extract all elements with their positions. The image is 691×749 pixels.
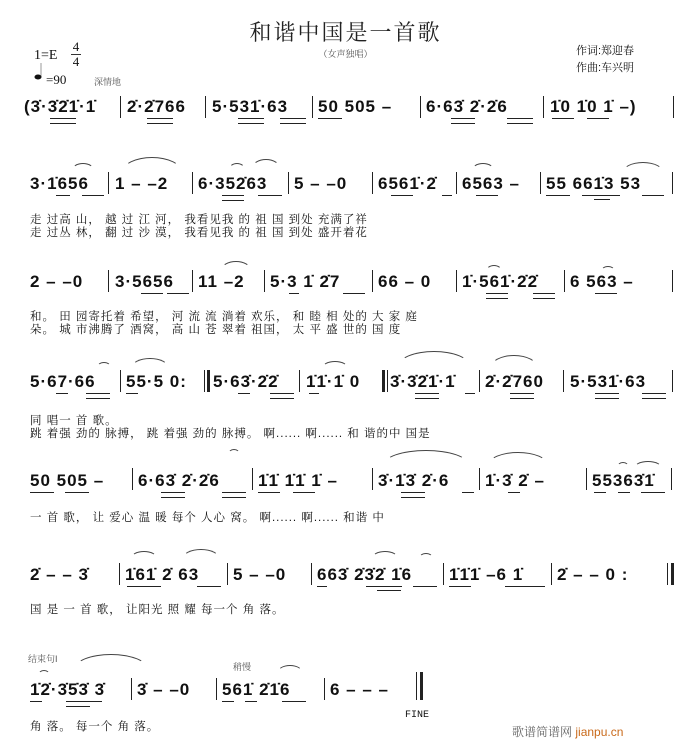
key-signature: 1=E: [34, 48, 58, 63]
slur: [601, 266, 615, 271]
final-bar-line: [420, 672, 423, 700]
eighth-beam: [462, 492, 474, 493]
eighth-beam: [318, 118, 342, 119]
measure: 3·5656: [115, 272, 174, 291]
sixteenth-beam: [642, 393, 666, 399]
bar-line: [672, 172, 673, 194]
repeat-bar-line: [207, 370, 210, 392]
measure: 663̇ 2̇3̇2̇ 1̇6: [317, 565, 413, 584]
bar-line: [551, 563, 552, 585]
slur: [322, 361, 348, 368]
measure: 6 563 –: [570, 272, 634, 291]
measure: 1̇·561̇·2̇2̇: [462, 272, 539, 291]
watermark: [512, 723, 623, 740]
measure: 5·531̇·63: [570, 372, 647, 391]
measure: 55363̇1̇: [592, 471, 655, 490]
bar-line: [108, 172, 109, 194]
bar-line: [264, 270, 265, 292]
eighth-beam: [30, 492, 54, 493]
slur: [622, 162, 664, 173]
eighth-beam: [391, 195, 413, 196]
tempo-marking: =90: [46, 72, 67, 87]
measure: 1̇1̇·1̇ 0: [306, 372, 361, 391]
bar-line: [456, 172, 457, 194]
slur: [472, 163, 494, 170]
bar-line: [120, 96, 121, 118]
eighth-beam: [508, 492, 520, 493]
bar-line: [586, 468, 587, 490]
eighth-beam: [82, 195, 104, 196]
measure: 561̇ 2̇1̇6: [222, 680, 291, 699]
bar-line: [204, 370, 205, 392]
bar-line: [216, 678, 217, 700]
sixteenth-beam: [222, 195, 244, 201]
sixteenth-beam: [401, 492, 425, 498]
sixteenth-beam: [66, 701, 90, 707]
measure: 1̇1̇ 1̇1̇ 1̇ –: [258, 471, 338, 490]
measure: 2̇·2̇760: [485, 372, 544, 391]
measure: 3·1̇656: [30, 174, 89, 193]
measure: 2̇ – – 3̇: [30, 565, 89, 584]
slur: [634, 461, 662, 468]
measure: 1̇·3̇ 2̇ –: [485, 471, 545, 490]
sixteenth-beam: [451, 118, 475, 124]
slur: [383, 450, 469, 465]
measure: 3̇·1̇3̇ 2̇·6: [378, 471, 450, 490]
bar-line: [540, 172, 541, 194]
sixteenth-beam: [510, 393, 534, 399]
bar-line: [667, 563, 668, 585]
measure: 1̇61̇ 2̇ 63: [125, 565, 200, 584]
sixteenth-beam: [161, 492, 185, 498]
bar-line: [479, 468, 480, 490]
measure: 5·63̇·2̇2̇: [213, 372, 279, 391]
slur: [372, 551, 398, 558]
eighth-beam: [56, 393, 68, 394]
quarter-note-icon: [34, 62, 44, 82]
sixteenth-beam: [86, 393, 110, 399]
watermark-url: jianpu.cn: [575, 725, 624, 739]
bar-line: [563, 370, 564, 392]
bar-line: [543, 96, 544, 118]
measure: 3̇·3̇2̇1̇·1̇: [390, 372, 456, 391]
bar-line: [131, 678, 132, 700]
slur: [74, 654, 148, 669]
sixteenth-beam: [50, 118, 76, 124]
eighth-beam: [126, 393, 138, 394]
measure: 50 505 –: [30, 471, 105, 490]
slur: [131, 358, 169, 368]
slur: [182, 549, 220, 559]
lyric-line-1: 国 是 一 首 歌， 让阳光 照 耀 每一个 角 落。: [30, 604, 285, 616]
eighth-beam: [258, 195, 282, 196]
measure: 50 505 –: [318, 97, 393, 116]
measure: 1̇1̇1̇ –6 1̇: [449, 565, 524, 584]
lyric-line-1: 角 落。 每一个 角 落。: [30, 721, 160, 733]
eighth-beam: [258, 492, 280, 493]
lyric-line-1: 和。 田 园寄托着 希望， 河 流 流 淌着 欢乐， 和 睦 相 处的 大 家 庭: [30, 311, 418, 323]
eighth-beam: [222, 701, 234, 702]
bar-line: [564, 270, 565, 292]
time-signature-top: 4: [72, 39, 80, 54]
sixteenth-beam: [270, 393, 294, 399]
eighth-beam: [245, 701, 257, 702]
measure: 2̇ – – 0 :: [557, 565, 629, 584]
sixteenth-beam: [486, 293, 508, 299]
eighth-beam: [449, 586, 471, 587]
measure: 5 – –0: [294, 174, 348, 193]
eighth-beam: [90, 701, 102, 702]
eighth-beam: [56, 195, 70, 196]
measure: 1̇2̇·3̇5̇3̇ 3̇: [30, 680, 106, 699]
eighth-beam: [476, 195, 498, 196]
measure: 11 –2: [198, 272, 245, 291]
eighth-beam: [442, 195, 452, 196]
eighth-beam: [30, 701, 42, 702]
eighth-beam: [642, 195, 664, 196]
measure: 6 – – –: [330, 680, 389, 699]
composer-credit: 作曲:车兴明: [576, 62, 635, 74]
watermark-site-name: 歌谱简谱网: [512, 725, 573, 739]
eighth-beam: [582, 195, 620, 196]
eighth-beam: [317, 586, 327, 587]
bar-line: [372, 172, 373, 194]
slur: [229, 163, 245, 169]
bar-line: [132, 468, 133, 490]
slur: [277, 665, 303, 673]
bar-line: [324, 678, 325, 700]
eighth-beam: [282, 701, 306, 702]
eighth-beam: [197, 586, 221, 587]
bar-line: [192, 270, 193, 292]
slur: [221, 261, 251, 270]
bar-line: [372, 468, 373, 490]
slur: [617, 462, 629, 467]
eighth-beam: [167, 293, 189, 294]
slur: [252, 159, 280, 168]
eighth-beam: [587, 118, 609, 119]
measure: 2 – –0: [30, 272, 84, 291]
slur: [419, 553, 433, 558]
sixteenth-beam: [594, 199, 610, 200]
bar-line: [311, 563, 312, 585]
sixteenth-beam: [238, 118, 264, 124]
eighth-beam: [618, 492, 630, 493]
eighth-beam: [641, 492, 665, 493]
slur: [490, 355, 538, 368]
bar-line: [372, 270, 373, 292]
lyric-line-2: 走 过丛 林， 翻 过 沙 漠， 我看见我 的 祖 国 到处 盛开着花: [30, 227, 368, 239]
bar-line: [416, 672, 417, 700]
lyric-line-2: 跳 着强 劲的 脉搏， 跳 着强 劲的 脉搏。 啊...... 啊...... 和 谐的中 国是: [30, 428, 431, 440]
song-title: 和谐中国是一首歌: [249, 21, 442, 46]
slur: [398, 351, 470, 366]
eighth-beam: [141, 293, 163, 294]
bar-line: [479, 370, 480, 392]
measure: 6·63̇ 2̇·2̇6: [426, 97, 508, 116]
fine-marking: FINE: [405, 710, 430, 721]
bar-line: [120, 370, 121, 392]
eighth-beam: [289, 293, 299, 294]
measure: 55 661̇3 53: [546, 174, 642, 193]
measure: 5·67·66: [30, 372, 96, 391]
eighth-beam: [343, 293, 365, 294]
bar-line: [312, 96, 313, 118]
measure: 66 – 0: [378, 272, 432, 291]
bar-line: [108, 270, 109, 292]
song-subtitle: （女声独唱）: [318, 49, 373, 59]
sixteenth-beam: [222, 492, 246, 498]
eighth-beam: [465, 393, 475, 394]
bar-line: [672, 370, 673, 392]
eighth-beam: [413, 586, 437, 587]
measure: 3̇ – –0: [137, 680, 191, 699]
time-signature: [71, 40, 81, 69]
measure: 1 – –2: [115, 174, 169, 193]
bar-line: [456, 270, 457, 292]
sixteenth-beam: [595, 393, 619, 399]
bar-line: [299, 370, 300, 392]
lyric-line-2: 朵。 城 市沸腾了 酒窝， 高 山 苍 翠着 祖国， 太 平 盛 世的 国 度: [30, 324, 402, 336]
slur: [486, 265, 502, 271]
eighth-beam: [595, 293, 617, 294]
lyric-line-1: 同 唱一 首 歌。: [30, 415, 118, 427]
eighth-beam: [552, 118, 574, 119]
expression-marking: 深情地: [94, 77, 122, 87]
time-signature-bottom: 4: [72, 54, 80, 69]
measure: 5 – –0: [233, 565, 287, 584]
sixteenth-beam: [280, 118, 306, 124]
slur: [131, 551, 157, 558]
measure: (3̇·3̇2̇1̇·1̇: [24, 97, 97, 116]
measure: 6·63̇ 2̇·2̇6: [138, 471, 220, 490]
measure: 6·352̇63: [198, 174, 268, 193]
bar-line: [671, 468, 672, 490]
measure: 5·3 1̇ 2̇7: [270, 272, 341, 291]
measure: 2̇·2̇766: [127, 97, 186, 116]
eighth-beam: [238, 393, 250, 394]
bar-line: [205, 96, 206, 118]
slur: [122, 157, 182, 172]
bar-line: [443, 563, 444, 585]
repeat-end-bar-line: [671, 563, 674, 585]
bar-line: [119, 563, 120, 585]
eighth-beam: [505, 586, 545, 587]
measure: 6561̇·2̇: [378, 174, 437, 193]
eighth-beam: [293, 492, 315, 493]
bar-line: [192, 172, 193, 194]
bar-line: [673, 96, 674, 118]
slur: [38, 670, 50, 675]
eighth-beam: [127, 586, 161, 587]
slur: [72, 163, 94, 170]
slur: [488, 452, 548, 465]
section-bar-line: [382, 370, 385, 392]
sixteenth-beam: [507, 118, 533, 124]
sixteenth-beam: [377, 590, 401, 591]
lyricist-credit: 作词:郑迎春: [576, 45, 635, 57]
bar-line: [288, 172, 289, 194]
bar-line: [672, 270, 673, 292]
sixteenth-beam: [533, 293, 555, 299]
bar-line: [420, 96, 421, 118]
lyric-line-1: 一 首 歌， 让 爱心 温 暖 每个 人心 窝。 啊...... 啊...... 和谐 中: [30, 512, 385, 524]
tempo-annotation: 稍慢: [233, 662, 252, 672]
eighth-beam: [65, 492, 89, 493]
measure: 55·5 0:: [126, 372, 187, 391]
measure: 5·531̇·63: [212, 97, 289, 116]
sixteenth-beam: [415, 393, 439, 399]
measure: 1̇0 1̇0 1̇ –): [550, 97, 637, 116]
slur: [228, 449, 240, 454]
ending-annotation: 结束句I: [28, 654, 58, 664]
bar-line: [227, 563, 228, 585]
slur: [97, 362, 111, 367]
bar-line: [252, 468, 253, 490]
bar-line: [387, 370, 388, 392]
eighth-beam: [366, 586, 402, 587]
eighth-beam: [309, 393, 319, 394]
eighth-beam: [546, 195, 570, 196]
lyric-line-1: 走 过高 山， 越 过 江 河， 我看见我 的 祖 国 到处 充满了祥: [30, 214, 368, 226]
sixteenth-beam: [147, 118, 173, 124]
eighth-beam: [594, 492, 606, 493]
measure: 6563 –: [462, 174, 520, 193]
